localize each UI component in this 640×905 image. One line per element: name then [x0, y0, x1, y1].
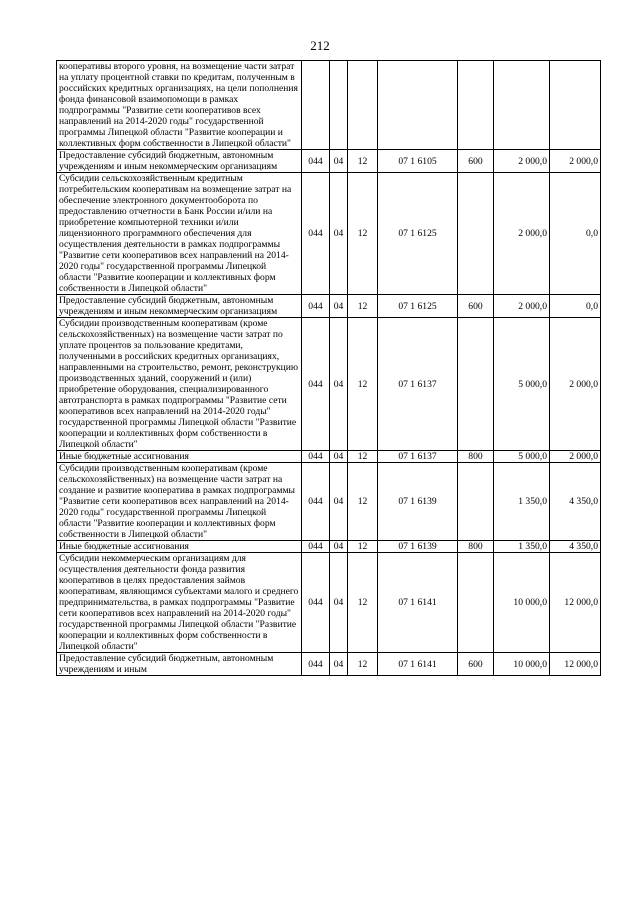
ministry-code: 044 — [302, 463, 330, 541]
row-name: Иные бюджетные ассигнования — [57, 451, 302, 463]
row-name: Субсидии производственным кооперативам (кроме сельскохозяйственных) на возмещение части затрат на создание и развитие кооператива в рамках подпрограммы "Развитие сети кооперативов всех направлений на 2014-2020 годы" государственной программы Липецкой области "Развитие кооперации и коллективных форм собственности в Липецкой области" — [57, 463, 302, 541]
amount-year-2: 12 000,0 — [550, 653, 601, 676]
expense-kind — [458, 173, 494, 295]
ministry-code: 044 — [302, 150, 330, 173]
row-name: Предоставление субсидий бюджетным, автономным учреждениям и иным — [57, 653, 302, 676]
subsection-code: 12 — [348, 318, 378, 451]
expense-kind — [458, 463, 494, 541]
amount-year-1 — [494, 61, 550, 150]
section-code: 04 — [330, 150, 348, 173]
amount-year-2: 4 350,0 — [550, 463, 601, 541]
subsection-code: 12 — [348, 463, 378, 541]
article-code: 07 1 6137 — [378, 318, 458, 451]
article-code: 07 1 6137 — [378, 451, 458, 463]
section-code: 04 — [330, 173, 348, 295]
amount-year-2: 4 350,0 — [550, 541, 601, 553]
table-row — [57, 463, 601, 541]
subsection-code: 12 — [348, 553, 378, 653]
row-name: Субсидии производственным кооперативам (кроме сельскохозяйственных) на возмещение части затрат по уплате процентов за пользование кредитами, полученными в российских кредитных организациях, направленными на строительство, ремонт, реконструкцию производственных зданий, сооружений и (или) приобретение оборудования, специализированного автотранспорта в рамках подпрограммы "Развитие сети кооперативов всех направлений на 2014-2020 годы" государственной программы Липецкой области "Развитие кооперации и коллективных форм собственности в Липецкой области" — [57, 318, 302, 451]
ministry-code — [302, 61, 330, 150]
article-code: 07 1 6141 — [378, 653, 458, 676]
section-code: 04 — [330, 553, 348, 653]
ministry-code: 044 — [302, 451, 330, 463]
table-row — [57, 653, 601, 676]
budget-table — [56, 60, 601, 676]
row-name: Иные бюджетные ассигнования — [57, 541, 302, 553]
table-row — [57, 150, 601, 173]
section-code — [330, 61, 348, 150]
amount-year-1: 2 000,0 — [494, 150, 550, 173]
table-row — [57, 553, 601, 653]
amount-year-2: 0,0 — [550, 173, 601, 295]
expense-kind: 600 — [458, 150, 494, 173]
article-code — [378, 61, 458, 150]
amount-year-1: 10 000,0 — [494, 553, 550, 653]
row-name: кооперативы второго уровня, на возмещение части затрат на уплату процентной ставки по кредитам, полученным в российских кредитных организациях, на цели пополнения фонда финансовой взаимопомощи в рамках подпрограммы "Развитие сети кооперативов всех направлений на 2014-2020 годы" государственной программы Липецкой области "Развитие кооперации и коллективных форм собственности в Липецкой области" — [57, 61, 302, 150]
ministry-code: 044 — [302, 653, 330, 676]
section-code: 04 — [330, 451, 348, 463]
subsection-code: 12 — [348, 150, 378, 173]
table-row — [57, 451, 601, 463]
expense-kind: 600 — [458, 653, 494, 676]
section-code: 04 — [330, 463, 348, 541]
amount-year-1: 2 000,0 — [494, 295, 550, 318]
expense-kind — [458, 553, 494, 653]
amount-year-1: 10 000,0 — [494, 653, 550, 676]
article-code: 07 1 6139 — [378, 463, 458, 541]
amount-year-2: 2 000,0 — [550, 451, 601, 463]
ministry-code: 044 — [302, 318, 330, 451]
article-code: 07 1 6125 — [378, 173, 458, 295]
expense-kind: 600 — [458, 295, 494, 318]
expense-kind: 800 — [458, 541, 494, 553]
ministry-code: 044 — [302, 553, 330, 653]
article-code: 07 1 6139 — [378, 541, 458, 553]
table-row — [57, 61, 601, 150]
row-name: Предоставление субсидий бюджетным, автономным учреждениям и иным некоммерческим организациям — [57, 150, 302, 173]
subsection-code: 12 — [348, 653, 378, 676]
subsection-code — [348, 61, 378, 150]
subsection-code: 12 — [348, 541, 378, 553]
article-code: 07 1 6125 — [378, 295, 458, 318]
expense-kind — [458, 61, 494, 150]
amount-year-1: 1 350,0 — [494, 541, 550, 553]
amount-year-1: 5 000,0 — [494, 318, 550, 451]
expense-kind — [458, 318, 494, 451]
article-code: 07 1 6141 — [378, 553, 458, 653]
amount-year-2: 2 000,0 — [550, 318, 601, 451]
page-number: 212 — [310, 38, 330, 53]
amount-year-1: 1 350,0 — [494, 463, 550, 541]
section-code: 04 — [330, 541, 348, 553]
amount-year-2: 12 000,0 — [550, 553, 601, 653]
section-code: 04 — [330, 318, 348, 451]
amount-year-2: 2 000,0 — [550, 150, 601, 173]
ministry-code: 044 — [302, 295, 330, 318]
amount-year-2: 0,0 — [550, 295, 601, 318]
expense-kind: 800 — [458, 451, 494, 463]
article-code: 07 1 6105 — [378, 150, 458, 173]
table-row — [57, 173, 601, 295]
subsection-code: 12 — [348, 173, 378, 295]
table-row — [57, 295, 601, 318]
section-code: 04 — [330, 295, 348, 318]
ministry-code: 044 — [302, 541, 330, 553]
section-code: 04 — [330, 653, 348, 676]
table-row — [57, 541, 601, 553]
subsection-code: 12 — [348, 295, 378, 318]
row-name: Субсидии некоммерческим организациям для осуществления деятельности фонда развития кооперативов в целях предоставления займов кооперативам, являющимся субъектами малого и среднего предпринимательства, в рамках подпрограммы "Развитие сети кооперативов всех направлений на 2014-2020 годы" государственной программы Липецкой области "Развитие кооперации и коллективных форм собственности в Липецкой области" — [57, 553, 302, 653]
row-name: Субсидии сельскохозяйственным кредитным потребительским кооперативам на возмещение затрат на обеспечение электронного документооборота по предоставлению отчетности в Банк России и/или на приобретение компьютерной техники и/или лицензионного программного обеспечения для осуществления деятельности в рамках подпрограммы "Развитие сети кооперативов всех направлений на 2014-2020 годы" государственной программы Липецкой области "Развитие кооперации и коллективных форм собственности в Липецкой области" — [57, 173, 302, 295]
ministry-code: 044 — [302, 173, 330, 295]
amount-year-1: 2 000,0 — [494, 173, 550, 295]
budget-table-body — [57, 61, 601, 676]
table-row — [57, 318, 601, 451]
amount-year-1: 5 000,0 — [494, 451, 550, 463]
subsection-code: 12 — [348, 451, 378, 463]
row-name: Предоставление субсидий бюджетным, автономным учреждениям и иным некоммерческим организациям — [57, 295, 302, 318]
amount-year-2 — [550, 61, 601, 150]
